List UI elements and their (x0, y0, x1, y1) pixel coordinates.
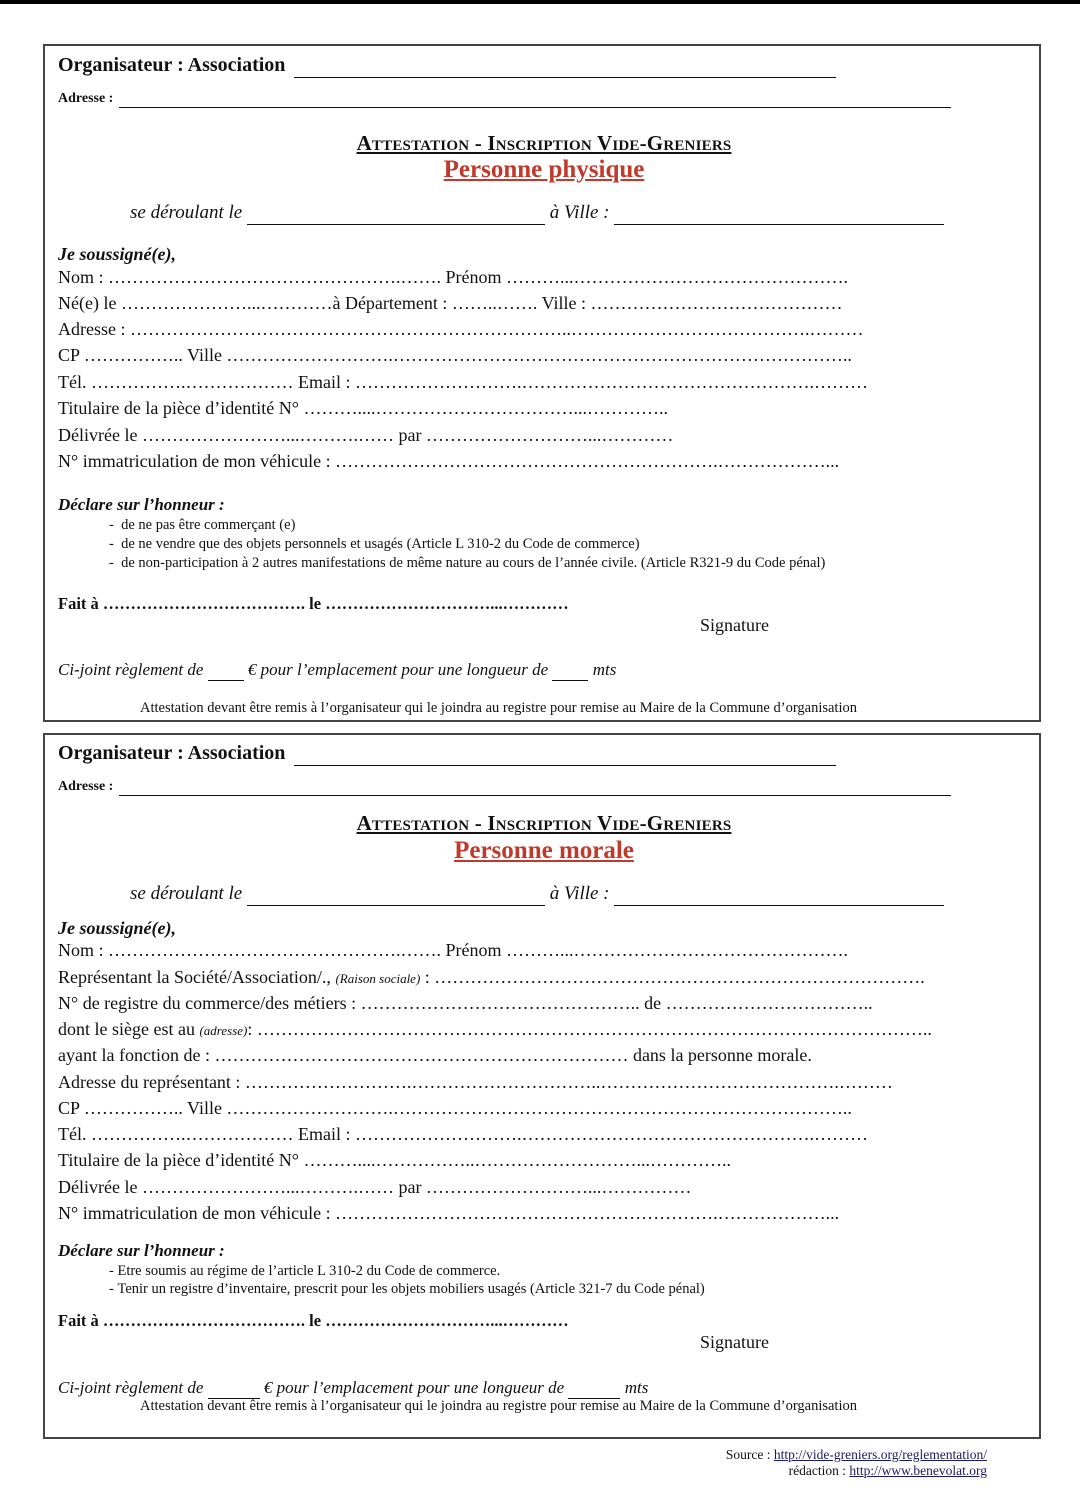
adresse-hint: (adresse) (199, 1023, 248, 1038)
cijoint-label-2: € pour l’emplacement pour une longueur de (263, 1378, 565, 1397)
form-title: Attestation - Inscription Vide-Greniers (356, 811, 732, 835)
footer-source (726, 1447, 987, 1463)
form-title: Attestation - Inscription Vide-Greniers (356, 131, 732, 155)
field-siege[interactable] (58, 1019, 932, 1040)
adresse-label: Adresse : (58, 91, 114, 106)
ville-input-line[interactable] (614, 202, 944, 225)
redaction-link[interactable]: http://www.benevolat.org (849, 1463, 987, 1478)
deroulant-row (130, 883, 944, 906)
field-fonction[interactable]: ayant la fonction de : …………………………………………………………… dans la personne morale. (58, 1045, 812, 1065)
mts-label: mts (624, 1378, 649, 1397)
field-cp-ville[interactable]: CP …………….. Ville ……………………….………………………………………………………………….. (58, 1098, 852, 1118)
field-piece-identite[interactable]: Titulaire de la pièce d’identité N° ………....……………………………...………….. (58, 398, 668, 418)
ville-label: à Ville : (549, 202, 610, 223)
footer-redaction (789, 1463, 987, 1479)
attestation-note: Attestation devant être remis à l’organisateur qui le joindra au registre pour remise au Maire de la Commune d’organisation (140, 700, 857, 716)
organisateur-row (58, 742, 836, 766)
montant-input-line[interactable] (208, 660, 244, 681)
organisateur-input-line[interactable] (294, 54, 836, 78)
top-bar (0, 0, 1080, 4)
attestation-note: Attestation devant être remis à l’organisateur qui le joindra au registre pour remise au Maire de la Commune d’organisation (140, 1398, 857, 1414)
adresse-input-line[interactable] (119, 779, 951, 796)
cijoint-label: Ci-joint règlement de (58, 1378, 204, 1397)
adresse-row (58, 91, 951, 108)
raison-sociale-dots[interactable]: : ………………………………………………………………………. (424, 967, 925, 987)
field-registre-commerce[interactable]: N° de registre du commerce/des métiers : ……………………………………….. de …………………………….. (58, 993, 873, 1013)
field-nom-prenom[interactable]: Nom : ………………………………………….……. Prénom ………...………………………………………. (58, 940, 848, 960)
cijoint-label: Ci-joint règlement de (58, 660, 204, 679)
deroulant-label: se déroulant le (130, 202, 243, 223)
mts-label: mts (592, 660, 617, 679)
field-cp-ville[interactable]: CP …………….. Ville ……………………….………………………………………………………………….. (58, 345, 852, 365)
representant-label: Représentant la Société/Association/., (58, 967, 331, 987)
field-immatriculation[interactable]: N° immatriculation de mon véhicule : ……………………………………………………….………………... (58, 1203, 840, 1223)
cijoint-label-2: € pour l’emplacement pour une longueur de (247, 660, 549, 679)
field-naissance[interactable]: Né(e) le …………………...…………à Département : ……..……. Ville : …………………………………… (58, 293, 843, 313)
declaration-item: - de ne pas être commerçant (e) (109, 517, 296, 533)
field-adresse[interactable]: Adresse : ………………………………………………………………..………………………………….……… (58, 319, 864, 339)
declaration-item: - Etre soumis au régime de l’article L 310-2 du Code de commerce. (109, 1263, 501, 1279)
organisateur-input-line[interactable] (294, 742, 836, 766)
cijoint-row (58, 1378, 648, 1399)
ville-label: à Ville : (549, 883, 610, 904)
date-input-line[interactable] (247, 883, 545, 906)
declare-label: Déclare sur l’honneur : (58, 1241, 225, 1260)
organisateur-label: Organisateur : Association (58, 742, 286, 764)
field-tel-email[interactable]: Tél. …………….……………… Email : ……………………….………………………………………….……… (58, 372, 868, 392)
ville-input-line[interactable] (614, 883, 944, 906)
adresse-row (58, 779, 951, 796)
form-subtitle: Personne morale (454, 837, 634, 864)
signature-label: Signature (700, 1332, 769, 1352)
date-input-line[interactable] (247, 202, 545, 225)
source-link[interactable]: http://vide-greniers.org/reglementation/ (773, 1447, 987, 1462)
fait-a-row[interactable]: Fait à ………………………………. le …………………………...………… (58, 1311, 569, 1330)
siege-label: dont le siège est au (58, 1019, 195, 1039)
cijoint-row (58, 660, 616, 681)
field-delivree[interactable]: Délivrée le ……………………...……….…… par ………………………...…………… (58, 1177, 692, 1197)
adresse-label: Adresse : (58, 779, 114, 794)
raison-sociale-hint: (Raison sociale) (335, 971, 421, 986)
longueur-input-line[interactable] (568, 1378, 620, 1399)
form-personne-physique (43, 44, 1041, 722)
field-immatriculation[interactable]: N° immatriculation de mon véhicule : ……………………………………………………….………………... (58, 451, 840, 471)
organisateur-row (58, 54, 836, 78)
field-nom-prenom[interactable]: Nom : ………………………………………….……. Prénom ………...………………………………………. (58, 267, 848, 287)
declaration-item: - de non-participation à 2 autres manifestations de même nature au cours de l’année civile. (Article R321-9 du Code pénal) (109, 555, 826, 571)
redaction-label: rédaction : (788, 1463, 847, 1478)
organisateur-label: Organisateur : Association (58, 54, 286, 76)
montant-input-line[interactable] (208, 1378, 260, 1399)
adresse-input-line[interactable] (119, 91, 951, 108)
deroulant-label: se déroulant le (130, 883, 243, 904)
fait-a-row[interactable]: Fait à ………………………………. le …………………………...………… (58, 594, 569, 613)
soussigne-label: Je soussigné(e), (58, 918, 176, 938)
declare-label: Déclare sur l’honneur : (58, 495, 225, 514)
form-subtitle: Personne physique (443, 156, 645, 183)
field-delivree[interactable]: Délivrée le ……………………...……….…… par ………………………...………… (58, 425, 674, 445)
declaration-item: - Tenir un registre d’inventaire, prescrit pour les objets mobiliers usagés (Article 321-7 du Code pénal) (109, 1281, 705, 1297)
declaration-item: - de ne vendre que des objets personnels et usagés (Article L 310-2 du Code de commerce) (109, 536, 640, 552)
siege-dots[interactable]: : ………………………………………………………………………………………………….. (247, 1019, 932, 1039)
form-personne-morale (43, 733, 1041, 1439)
deroulant-row (130, 202, 944, 225)
field-representant[interactable] (58, 967, 925, 988)
soussigne-label: Je soussigné(e), (58, 244, 176, 264)
longueur-input-line[interactable] (552, 660, 588, 681)
field-piece-identite[interactable]: Titulaire de la pièce d’identité N° ………....……………..………………………...………….. (58, 1150, 731, 1170)
signature-label: Signature (700, 615, 769, 635)
field-adresse-representant[interactable]: Adresse du représentant : ……………………….…………………………..………………………………….……… (58, 1072, 893, 1092)
field-tel-email[interactable]: Tél. …………….……………… Email : ……………………….………………………………………….……… (58, 1124, 868, 1144)
source-label: Source : (725, 1447, 771, 1462)
